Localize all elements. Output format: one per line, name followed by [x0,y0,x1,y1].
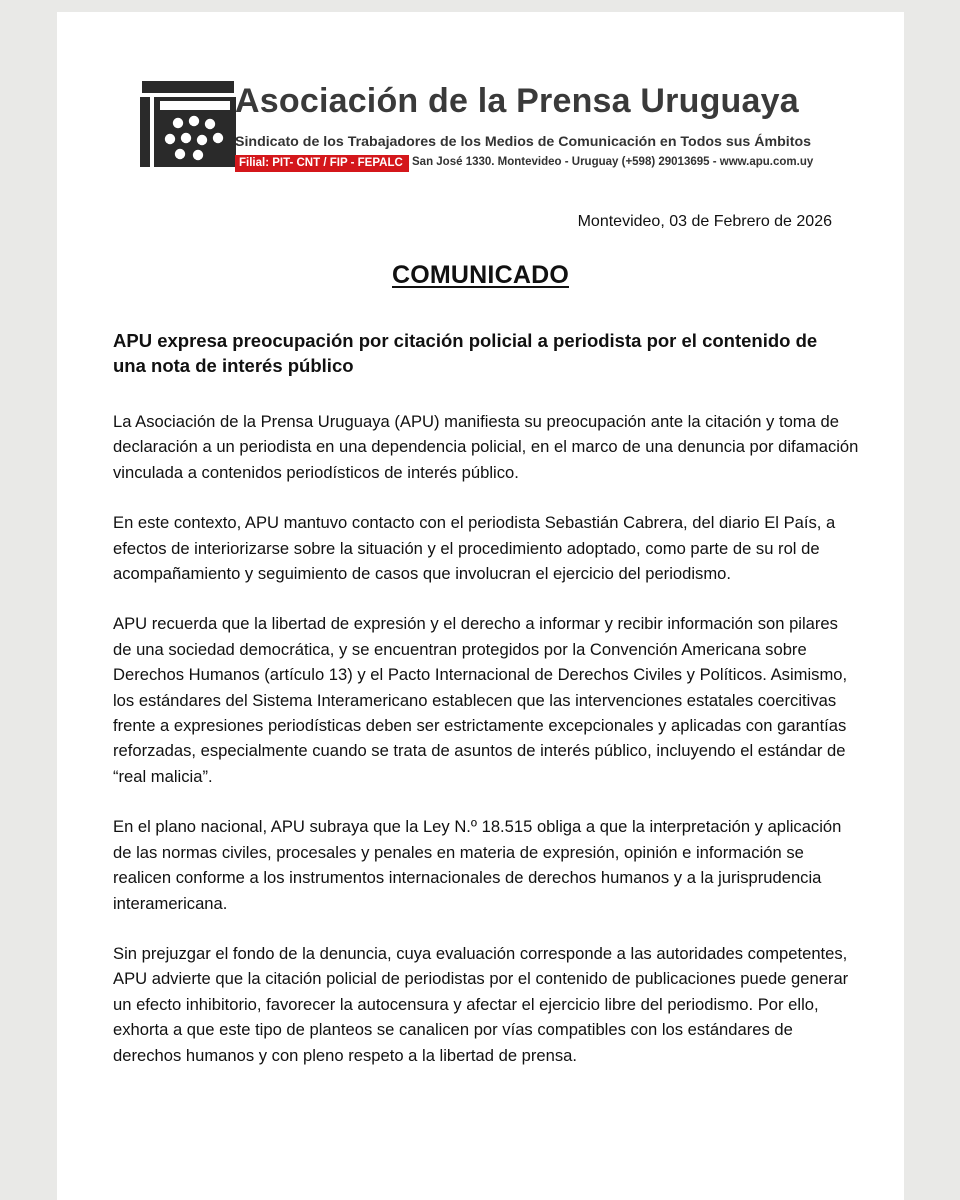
document-subtitle: APU expresa preocupación por citación policial a periodista por el contenido de una nota de interés público [113,330,818,376]
body-paragraph: APU recuerda que la libertad de expresión y el derecho a informar y recibir información son pilares de una sociedad democrática, y se encuentran protegidos por la Convención Americana sobre Derechos Humanos (artículo 13) y el Pacto Internacional de Derechos Civiles y Políticos. Asimismo, los estándares del Sistema Interamericano establecen que las intervenciones estatales coercitivas frente a expresiones periodísticas deben ser estrictamente excepcionales y aplicadas con garantías reforzadas, especialmente cuando se trata de asuntos de interés público, incluyendo el estándar de “real malicia”. [113,614,848,786]
organization-name: Asociación de la Prensa Uruguaya [235,82,799,120]
document-heading [57,261,904,290]
organization-address: San José 1330. Montevideo - Uruguay (+598) 29013695 - www.apu.com.uy [412,156,814,168]
typewriter-logo-icon [140,81,236,167]
heading-text: COMUNICADO [392,261,569,289]
document-date: Montevideo, 03 de Febrero de 2026 [577,213,832,230]
body-paragraph: La Asociación de la Prensa Uruguaya (APU) manifiesta su preocupación ante la citación y toma de declaración a un periodista en una dependencia policial, en el marco de una denuncia por difamación vinculada a contenidos periodísticos de interés público. [113,412,859,482]
body-paragraph: En este contexto, APU mantuvo contacto con el periodista Sebastián Cabrera, del diario El País, a efectos de interiorizarse sobre la situación y el procedimiento adoptado, como parte de su rol de acompañamiento y seguimiento de casos que involucran el ejercicio del periodismo. [113,513,836,584]
body-paragraph: Sin prejuzgar el fondo de la denuncia, cuya evaluación corresponde a las autoridades competentes, APU advierte que la citación policial de periodistas por el contenido de publicaciones puede generar un efecto inhibitorio, favorecer la autocensura y afectar el ejercicio libre del periodismo. Por ello, exhorta a que este tipo de planteos se canalicen por vías compatibles con los estándares de derechos humanos y con pleno respeto a la libertad de prensa. [113,943,849,1065]
affiliation-badge: Filial: PIT- CNT / FIP - FEPALC [235,155,409,172]
document-page [57,12,904,1200]
document-body [113,409,859,1093]
body-paragraph: En el plano nacional, APU subraya que la Ley N.º 18.515 obliga a que la interpretación y aplicación de las normas civiles, procesales y penales en materia de expresión, opinión e información se realicen conforme a los instrumentos internacionales de derechos humanos y a la jurisprudencia interamericana. [113,817,842,913]
organization-subtitle: Sindicato de los Trabajadores de los Medios de Comunicación en Todos sus Ámbitos [235,134,812,150]
